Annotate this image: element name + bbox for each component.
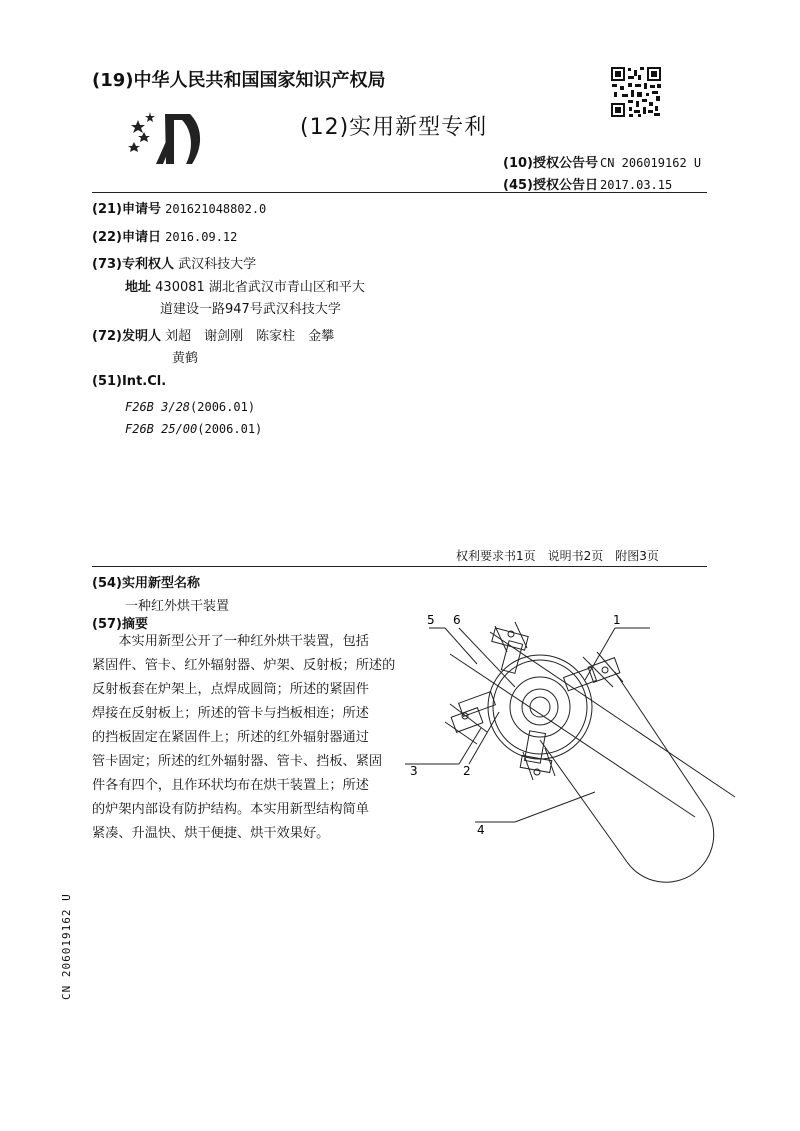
address-label: 地址 [125, 280, 152, 295]
address-line2: 道建设一路947号武汉科技大学 [160, 302, 341, 317]
publication-number: CN 206019162 U [599, 156, 702, 170]
ipc-code-2: F26B 25/00 [125, 422, 198, 436]
utility-model-title: 一种红外烘干装置 [125, 599, 230, 614]
abstract-line: 紧凑、升温快、烘干便捷、烘干效果好。 [92, 826, 330, 841]
figure-label-6: 6 [453, 613, 461, 627]
abstract-line: 件各有四个，且作环状均布在烘干装置上；所述 [92, 778, 369, 793]
figure-label-5: 5 [427, 613, 435, 627]
abstract-line: 紧固件、管卡、红外辐射器、炉架、反射板；所述的 [92, 658, 396, 673]
abstract-line: 的挡板固定在紧固件上；所述的红外辐射器通过 [92, 730, 369, 745]
side-publication-code: CN 206019162 U [60, 893, 73, 1000]
figure-label-2: 2 [463, 764, 471, 778]
ipc-version-2: (2006.01) [197, 422, 263, 436]
application-number-label: (21)申请号 [92, 202, 161, 217]
abstract-text [92, 630, 422, 846]
inventors-line1: 刘超 谢剑刚 陈家柱 金攀 [165, 329, 335, 344]
abstract-divider [92, 566, 707, 567]
figure-label-3: 3 [410, 764, 418, 778]
application-date: 2016.09.12 [165, 230, 238, 244]
address-line1: 430081 湖北省武汉市青山区和平大 [155, 280, 365, 295]
figure-label-1: 1 [613, 613, 621, 627]
cnipa-logo [130, 108, 210, 168]
abstract-figure [410, 612, 715, 887]
ipc-class-2 [125, 418, 262, 437]
inventor-row [92, 325, 334, 344]
application-number: 201621048802.0 [165, 202, 267, 216]
abstract-line: 焊接在反射板上；所述的管卡与挡板相连；所述 [92, 706, 369, 721]
patentee-label: (73)专利权人 [92, 257, 174, 272]
document-type: (12)实用新型专利 [300, 115, 488, 140]
application-number-row [92, 198, 266, 217]
address-row [125, 276, 365, 295]
abstract-label: (57)摘要 [92, 617, 148, 632]
abstract-line: 管卡固定；所述的红外辐射器、管卡、挡板、紧固 [92, 754, 383, 769]
application-date-label: (22)申请日 [92, 230, 161, 245]
patentee: 武汉科技大学 [178, 257, 257, 272]
inventors-line2: 黄鹤 [172, 351, 199, 366]
ipc-class-1 [125, 396, 255, 415]
patentee-row [92, 253, 256, 272]
abstract-line: 本实用新型公开了一种红外烘干装置，包括 [92, 634, 369, 649]
page-count-note: 权利要求书1页 说明书2页 附图3页 [456, 549, 659, 563]
publication-number-row [503, 152, 701, 171]
application-date-row [92, 226, 237, 245]
abstract-line: 的炉架内部设有防护结构。本实用新型结构简单 [92, 802, 369, 817]
publication-date: 2017.03.15 [599, 178, 673, 192]
publication-date-row [503, 174, 672, 193]
title-label: (54)实用新型名称 [92, 576, 200, 591]
publication-number-label: (10)授权公告号 [503, 156, 598, 171]
ipc-code-1: F26B 3/28 [125, 400, 191, 414]
figure-label-4: 4 [477, 823, 485, 837]
office-name: (19)中华人民共和国国家知识产权局 [92, 70, 386, 91]
publication-date-label: (45)授权公告日 [503, 178, 598, 193]
qr-code [610, 66, 662, 118]
int-cl-label: (51)Int.Cl. [92, 374, 167, 389]
abstract-line: 反射板套在炉架上，点焊成圆筒；所述的紧固件 [92, 682, 369, 697]
header-divider [92, 192, 707, 193]
ipc-version-1: (2006.01) [190, 400, 256, 414]
inventor-label: (72)发明人 [92, 329, 161, 344]
